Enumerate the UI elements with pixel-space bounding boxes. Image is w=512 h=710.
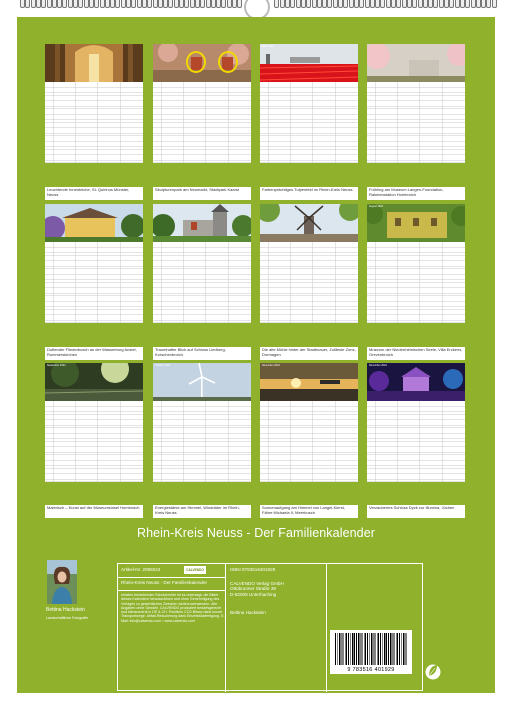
month-label: März 2024 [262, 45, 274, 48]
binding-ring [216, 0, 221, 8]
month-day-grid [260, 82, 358, 163]
month-caption: Leuchtende Innenkirche, St. Quirinus Münster, Neuss [45, 187, 143, 200]
binding-ring [232, 0, 237, 8]
binding-ring [153, 0, 158, 8]
month-page [153, 204, 251, 323]
binding-ring [126, 0, 131, 8]
month-caption: Traumhafter Blick auf Schloss Liedberg, Korschenbroich [153, 347, 251, 360]
binding-ring [158, 0, 163, 8]
month-photo [45, 204, 143, 242]
barcode [330, 630, 412, 674]
month-photo [367, 363, 465, 401]
binding-ring [359, 0, 364, 8]
month-caption: Skulpturenpark am Neumarkt, Stadtpark Kaarst [153, 187, 251, 200]
binding-ring [418, 0, 423, 8]
binding-ring [73, 0, 78, 8]
binding-ring [105, 0, 110, 8]
binding-ring [343, 0, 348, 8]
binding-ring [221, 0, 226, 8]
binding-ring [57, 0, 62, 8]
binding-ring [89, 0, 94, 8]
binding-ring [407, 0, 412, 8]
month-page [153, 44, 251, 163]
month-day-grid [45, 401, 143, 482]
month-photo [45, 44, 143, 82]
binding-ring [481, 0, 486, 8]
month-caption: Frühling am Museum Langen-Foundation, Raketenstation Hombroich [367, 187, 465, 200]
article-number: Artikel-Nr. 2095024 [121, 567, 161, 572]
binding-ring [195, 0, 200, 8]
info-title: Rhein-Kreis Neuss - Der Familienkalender [121, 580, 208, 585]
binding-ring [412, 0, 417, 8]
month-page [260, 44, 358, 163]
month-photo [260, 363, 358, 401]
binding-ring [147, 0, 152, 8]
calvendo-logo: CALVENDO [184, 566, 206, 574]
binding-ring [312, 0, 317, 8]
binding-ring [131, 0, 136, 8]
binding-ring [322, 0, 327, 8]
binding-ring [396, 0, 401, 8]
binding-ring [460, 0, 465, 8]
month-day-grid [367, 82, 465, 163]
binding-ring [333, 0, 338, 8]
isbn: ISBN 9783516401929 [230, 567, 276, 572]
binding-ring [365, 0, 370, 8]
month-page [367, 44, 465, 163]
month-day-grid [153, 242, 251, 323]
month-caption: Malerisch – Kunst auf der Museumsinsel Hombroich [45, 505, 143, 518]
binding-ring [306, 0, 311, 8]
binding-ring [402, 0, 407, 8]
month-caption: Duftender Fliederbusch an der Wasserburg Anstel, Rommerskirchen [45, 347, 143, 360]
binding-ring [100, 0, 105, 8]
month-page [260, 363, 358, 482]
binding-ring [227, 0, 232, 8]
author-name: Bettina Hackstein [46, 607, 85, 613]
month-label: Dezember 2024 [369, 364, 387, 367]
calendar-title: Rhein-Kreis Neuss - Der Familienkalender [136, 526, 376, 540]
month-photo [153, 363, 251, 401]
binding-ring [211, 0, 216, 8]
month-caption: Die alte Mühle hinter der Stadtmauer, Zollfeste Zons, Dormagen [260, 347, 358, 360]
binding-ring [317, 0, 322, 8]
binding-ring [433, 0, 438, 8]
binding-ring [68, 0, 73, 8]
binding-ring [380, 0, 385, 8]
binding-ring [168, 0, 173, 8]
binding-ring [285, 0, 290, 8]
info-row-divider [118, 590, 225, 591]
binding-ring [386, 0, 391, 8]
month-photo [45, 363, 143, 401]
binding-ring [423, 0, 428, 8]
binding-ring [174, 0, 179, 8]
month-page [45, 204, 143, 323]
binding-ring [163, 0, 168, 8]
month-photo [367, 44, 465, 82]
month-day-grid [153, 401, 251, 482]
binding-ring [455, 0, 460, 8]
month-photo [260, 204, 358, 242]
binding-ring [78, 0, 83, 8]
author-subtitle: Landschaftliche Fotografie [46, 616, 89, 620]
binding-ring [237, 0, 242, 8]
barcode-bars [335, 633, 407, 665]
binding-ring [62, 0, 67, 8]
month-page [260, 204, 358, 323]
binding-ring [296, 0, 301, 8]
publisher-city: D-82008 Unterhaching [230, 591, 277, 597]
binding-ring [338, 0, 343, 8]
binding-ring [486, 0, 491, 8]
binding-ring [121, 0, 126, 8]
binding-ring [20, 0, 25, 8]
binding-ring [137, 0, 142, 8]
binding-ring [36, 0, 41, 8]
info-divider [225, 564, 226, 692]
binding-ring [449, 0, 454, 8]
binding-ring [200, 0, 205, 8]
publisher-street: Ottobrunner Straße 39 [230, 586, 276, 592]
info-author: Bettina Hackstein [230, 610, 266, 615]
month-caption: Energiestärke am Himmel, Windräder im Rhein-Kreis Neuss [153, 505, 251, 518]
binding-ring [327, 0, 332, 8]
binding-ring [94, 0, 99, 8]
month-day-grid [367, 242, 465, 323]
binding-ring [290, 0, 295, 8]
binding-ring [492, 0, 497, 8]
month-day-grid [367, 401, 465, 482]
month-photo [153, 44, 251, 82]
binding-ring [274, 0, 279, 8]
binding-ring [349, 0, 354, 8]
month-label: November 2024 [262, 364, 280, 367]
info-row-divider [118, 577, 225, 578]
month-day-grid [45, 82, 143, 163]
month-page [45, 363, 143, 482]
binding-ring [47, 0, 52, 8]
month-caption: Verzaubertes Schloss Dyck zur Illumina, Jüchen [367, 505, 465, 518]
month-label: August 2024 [369, 205, 384, 208]
month-photo [367, 204, 465, 242]
binding-ring [206, 0, 211, 8]
binding-ring [391, 0, 396, 8]
binding-ring [370, 0, 375, 8]
month-day-grid [260, 401, 358, 482]
month-page [367, 204, 465, 323]
binding-ring [354, 0, 359, 8]
binding-ring [31, 0, 36, 8]
binding-ring [52, 0, 57, 8]
eco-leaf-icon [425, 660, 441, 680]
publisher-name: CALVENDO Verlag GmbH [230, 581, 284, 586]
month-page [367, 363, 465, 482]
binding-ring [471, 0, 476, 8]
month-label: Oktober 2024 [155, 364, 171, 367]
binding-ring [439, 0, 444, 8]
binding-ring [179, 0, 184, 8]
month-caption: Sonnenaufgang am Himmel von Langel-Kierst, Fähre Michaela II, Meerbusch [260, 505, 358, 518]
binding-ring [428, 0, 433, 8]
legal-text: Inhaber bestehender Schutzrechte ist es untersagt, die Bilder dieses Kalenders herauszulösen und ohne Genehmigung des Verlages zu gewerblichen Zwecken weiterzuverwenden. Alle Angaben ohne Gewähr. CALVENDO produziert bedarfsgerecht und klimaneutral in DE & CH. Positives CO2-Bilanz dank kurzer Transportwege. Abfall-Reduzierung dank Einzelstückfertigung. E-Mail: info@calvendo.com • www.calvendo.com [121, 593, 225, 623]
month-caption: Museum der Niederrheinischen Seele, Villa Erckens, Grevenbroich [367, 347, 465, 360]
info-divider [326, 564, 327, 692]
binding-ring [84, 0, 89, 8]
binding-ring [110, 0, 115, 8]
month-day-grid [153, 82, 251, 163]
binding-ring [142, 0, 147, 8]
calendar-back-page [17, 17, 495, 693]
binding-ring [375, 0, 380, 8]
binding-ring [25, 0, 30, 8]
month-photo [153, 204, 251, 242]
binding-ring [190, 0, 195, 8]
binding-ring [115, 0, 120, 8]
month-day-grid [260, 242, 358, 323]
month-label: September 2024 [47, 364, 66, 367]
barcode-number: 9 783516 401929 [347, 667, 395, 673]
author-photo [47, 560, 77, 604]
binding-ring [444, 0, 449, 8]
month-caption: Farbenprächtiges Tulpenfeld im Rhein-Kreis Neuss [260, 187, 358, 200]
month-page [153, 363, 251, 482]
month-page [45, 44, 143, 163]
binding-ring [465, 0, 470, 8]
binding-ring [301, 0, 306, 8]
month-photo [260, 44, 358, 82]
binding-ring [280, 0, 285, 8]
binding-ring [476, 0, 481, 8]
binding-ring [184, 0, 189, 8]
month-day-grid [45, 242, 143, 323]
binding-ring [41, 0, 46, 8]
